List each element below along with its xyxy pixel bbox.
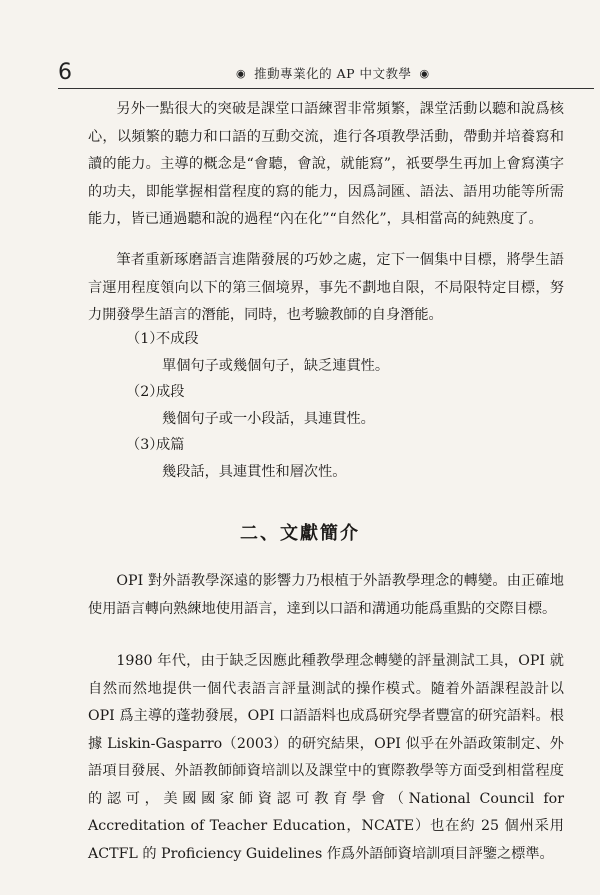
page-number: 6 xyxy=(58,60,72,85)
paragraph-3: OPI 對外語教學深遠的影響力乃根植于外語教學理念的轉變。由正確地使用語言轉向熟練地使用語言，達到以口語和溝通功能爲重點的交際目標。 xyxy=(88,573,564,617)
running-head-title: 推動專業化的 AP 中文教學 xyxy=(254,66,412,81)
header-rule xyxy=(58,88,594,89)
paragraph-4: 1980 年代，由于缺乏因應此種教學理念轉變的評量測試工具，OPI 就自然而然地提供一個代表語言評量測試的操作模式。隨着外語課程設計以 OPI 爲主導的蓬勃發展，OPI 口語語料也成爲研究學者豐富的研究語料。根據 Liskin-Gasparro（2003）的研究結果，OPI 似乎在外語政策制定、外語項目發展、外語教師師資培訓以及課堂中的實際教學等方面受到相當程度的認可，美國國家師資認可教育學會（National Council for Accreditation of Teacher Education，NCATE）也在約 25 個州采用 ACTFL 的 Proficiency Guidelines 作爲外語師資培訓項目評鑒之標準。 xyxy=(88,653,564,862)
level-title: 不成段 xyxy=(156,331,199,347)
level-item xyxy=(126,379,389,406)
level-item xyxy=(126,326,389,353)
running-head xyxy=(236,64,430,82)
level-number: （1） xyxy=(126,331,164,347)
level-description: 幾段話，具連貫性和層次性。 xyxy=(162,463,347,480)
section-heading: 二、文獻簡介 xyxy=(240,523,360,544)
level-list xyxy=(126,326,389,485)
bullet-left: ◉ xyxy=(236,66,247,80)
paragraph-1: 另外一點很大的突破是課堂口語練習非常頻繁，課堂活動以聽和說爲核心，以頻繁的聽力和口語的互動交流，進行各項教學活動，帶動并培養寫和讀的能力。主導的概念是“會聽，會說，就能寫”，祇要學生再加上會寫漢字的功夫，即能掌握相當程度的寫的能力，因爲詞匯、語法、語用功能等所需能力，皆已通過聽和說的過程“內在化”“自然化”，具相當高的純熟度了。 xyxy=(88,101,564,227)
level-item xyxy=(126,432,389,459)
level-title: 成段 xyxy=(156,384,185,400)
level-number: （2） xyxy=(126,384,164,400)
level-description: 幾個句子或一小段話，具連貫性。 xyxy=(162,410,375,427)
level-description: 單個句子或幾個句子，缺乏連貫性。 xyxy=(162,357,390,374)
paragraph-2: 筆者重新琢磨語言進階發展的巧妙之處，定下一個集中目標，將學生語言運用程度領向以下的第三個境界，事先不劃地自限，不局限特定目標，努力開發學生語言的潛能，同時，也考驗教師的自身潛能。 xyxy=(88,252,564,323)
level-number: （3） xyxy=(126,437,164,453)
bullet-right: ◉ xyxy=(419,66,430,80)
level-title: 成篇 xyxy=(156,437,185,453)
